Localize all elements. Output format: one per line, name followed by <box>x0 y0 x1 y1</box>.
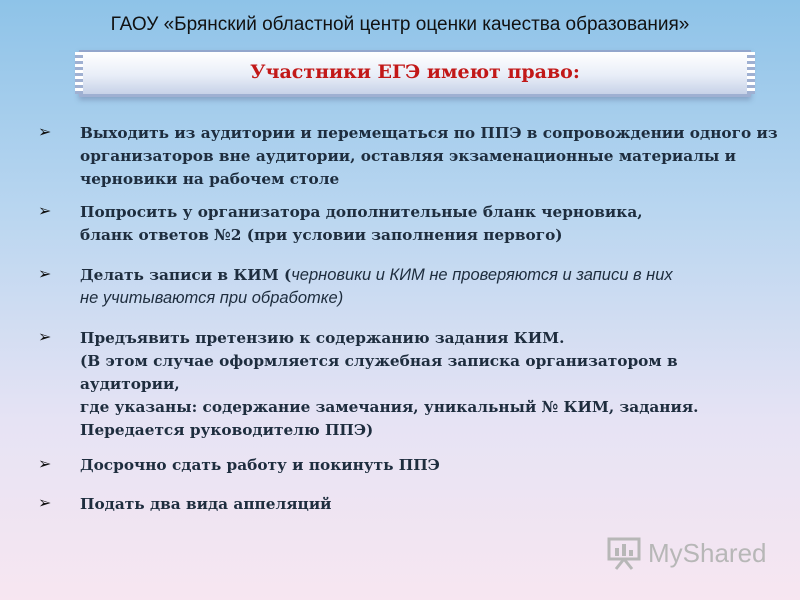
bullet-arrow-icon: ➢ <box>38 201 52 220</box>
item-lead-text: Делать записи в КИМ ( <box>80 266 292 284</box>
list-item <box>38 122 778 191</box>
bullet-arrow-icon: ➢ <box>38 493 52 512</box>
item-text: Выходить из аудитории и перемещаться по ППЭ в сопровождении одного из организаторов вне аудитории, оставляя экзаменационные материалы и черновики на рабочем столе <box>80 124 778 188</box>
org-title: ГАОУ «Брянский областной центр оценки качества образования» <box>110 14 690 35</box>
bullet-arrow-icon: ➢ <box>38 327 52 346</box>
item-text <box>80 264 778 310</box>
banner-title: Участники ЕГЭ имеют право: <box>250 61 580 83</box>
presentation-screen-icon <box>606 536 642 570</box>
item-italic-text: черновики и КИМ не проверяются и записи в них не учитываются при обработке) <box>80 266 673 307</box>
list-item <box>38 201 778 247</box>
bullet-arrow-icon: ➢ <box>38 122 52 141</box>
watermark-text: MyShared <box>648 537 767 568</box>
list-item <box>38 327 778 442</box>
bullet-arrow-icon: ➢ <box>38 264 52 283</box>
list-item <box>38 493 778 516</box>
watermark-logo <box>606 536 767 570</box>
item-text: Досрочно сдать работу и покинуть ППЭ <box>80 456 440 474</box>
item-text: Предъявить претензию к содержанию задания КИМ. (В этом случае оформляется служебная записка организатором в аудитории, где указаны: содержание замечания, уникальный № КИМ, задания. Передается руководителю ППЭ) <box>80 329 699 439</box>
list-item <box>38 264 778 310</box>
rights-list <box>38 122 778 516</box>
item-text: Попросить у организатора дополнительные бланк черновика, бланк ответов №2 (при условии заполнения первого) <box>80 203 643 244</box>
list-item <box>38 454 778 477</box>
title-banner <box>79 50 751 97</box>
bullet-arrow-icon: ➢ <box>38 454 52 473</box>
item-text: Подать два вида аппеляций <box>80 495 332 513</box>
